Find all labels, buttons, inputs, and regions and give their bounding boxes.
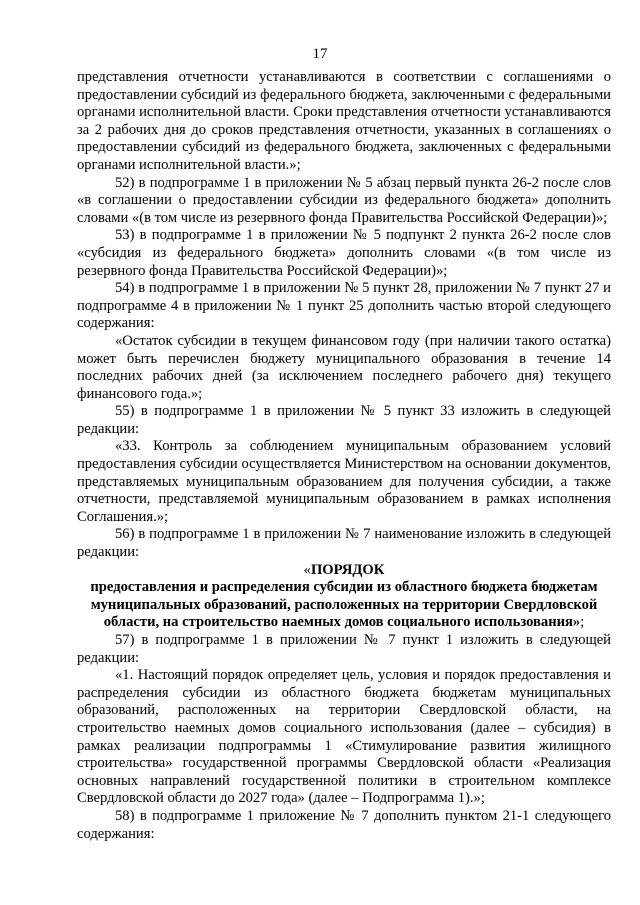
title-open-quote: «: [303, 561, 311, 578]
section-title: [77, 562, 611, 580]
paragraph-quote-33: «33. Контроль за соблюдением муниципальным образованием условий предоставления субсидии осуществляется Министерством на основании документов, представляемых муниципальным образованием для получения субсидии, а также отчетности, представляемой муниципальным образованием в рамках исполнения Соглашения.»;: [77, 438, 611, 525]
title-subheading: предоставления и распределения субсидии из областного бюджета бюджетам муниципальных образований, расположенных на территории Свердловской области, на строительство наемных домов социального использования»: [90, 579, 598, 631]
paragraph-item-55: 55) в подпрограмме 1 в приложении № 5 пункт 33 изложить в следующей редакции:: [77, 403, 611, 437]
paragraph-quote-1: «1. Настоящий порядок определяет цель, условия и порядок предоставления и распределения субсидии из областного бюджета бюджетам муниципальных образований, расположенных на территории Свердловской области, на строительство наемных домов социального использования (далее – субсидия) в рамках реализации подпрограммы 1 «Стимулирование развития жилищного строительства» государственной программы Свердловской области «Реализация основных направлений государственной политики в строительном комплексе Свердловской области до 2027 года» (далее – Подпрограмма 1).»;: [77, 667, 611, 807]
title-tail: ;: [580, 614, 585, 631]
paragraph-item-57: 57) в подпрограмме 1 в приложении № 7 пункт 1 изложить в следующей редакции:: [77, 632, 611, 666]
paragraph-item-52: 52) в подпрограмме 1 в приложении № 5 абзац первый пункта 26-2 после слов «в соглашении о предоставлении субсидии из федерального бюджета» дополнить словами «(в том числе из резервного фонда Правительства Российской Федерации)»;: [77, 174, 611, 226]
paragraph-item-54: 54) в подпрограмме 1 в приложении № 5 пункт 28, приложении № 7 пункт 27 и подпрограмме 4 в приложении № 1 пункт 25 дополнить частью второй следующего содержания:: [77, 280, 611, 332]
paragraph-item-58: 58) в подпрограмме 1 приложение № 7 дополнить пунктом 21-1 следующего содержания:: [77, 807, 611, 842]
title-heading: ПОРЯДОК: [310, 561, 385, 578]
paragraph-quote-remainder: «Остаток субсидии в текущем финансовом году (при наличии такого остатка) может быть перечислен бюджету муниципального образования в течение 14 последних рабочих дней (за исключением последнего рабочего дня) текущего финансового года.»;: [77, 332, 611, 402]
document-body: [77, 69, 611, 843]
page-number: 17: [312, 46, 328, 62]
paragraph-item-53: 53) в подпрограмме 1 в приложении № 5 подпункт 2 пункта 26-2 после слов «субсидия из федерального бюджета» дополнить словами «(в том числе из резервного фонда Правительства Российской Федерации)»;: [77, 227, 611, 279]
paragraph-continuation: представления отчетности устанавливаются в соответствии с соглашениями о предоставлении субсидий из федерального бюджета, заключенными с федеральными органами исполнительной власти. Сроки представления отчетности устанавливаются за 2 рабочих дня до сроков представления отчетности, указанных в соглашениях о предоставлении субсидий из федерального бюджета, заключенных с федеральными органами исполнительной власти.»;: [77, 69, 611, 173]
section-subtitle: [77, 579, 611, 632]
paragraph-item-56: 56) в подпрограмме 1 в приложении № 7 наименование изложить в следующей редакции:: [77, 526, 611, 561]
